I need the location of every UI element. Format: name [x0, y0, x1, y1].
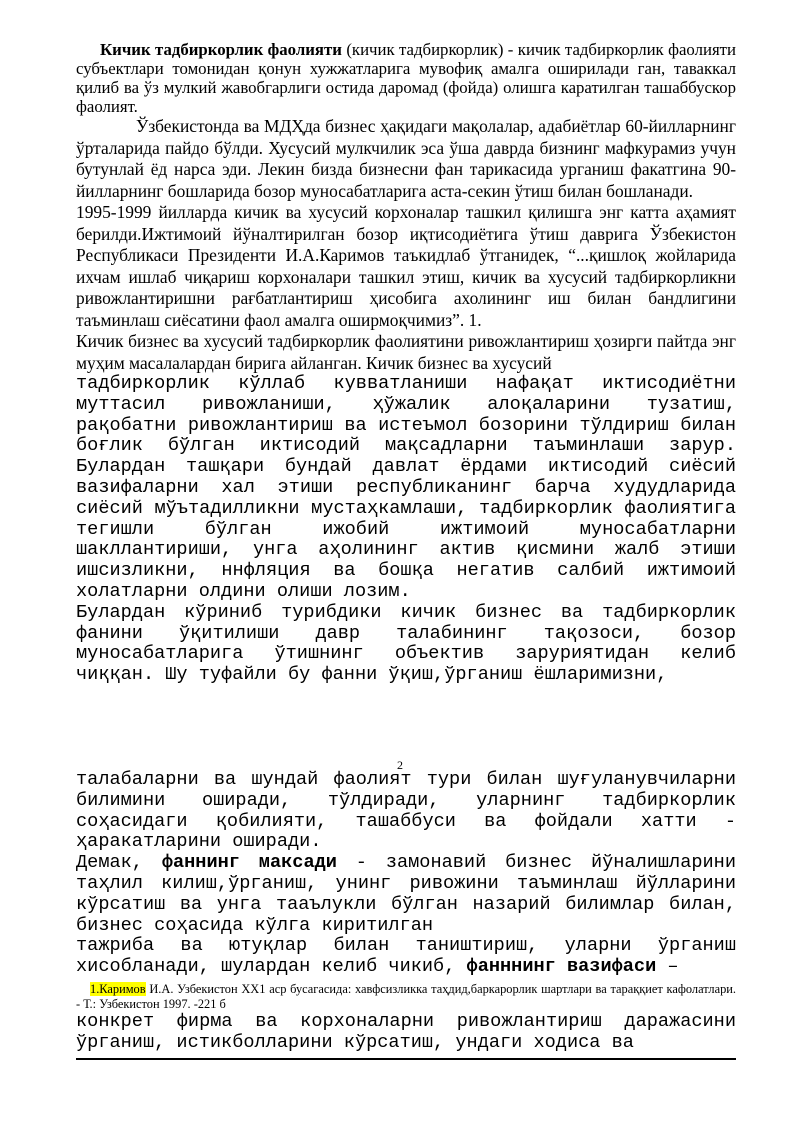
document-page: [76, 40, 736, 686]
goal-paragraph: [76, 853, 736, 936]
definition-text: (кичик тадбиркорлик) - кичик тадбиркорлик фаолияти субъектлари томонидан қонун хужжатларига мувофиқ амалга оширилади ган, таваккал қилиб ва ўз мулкий жавобгарлиги остида даромад (фойда) олишга каратилган ташаббускор фаолият.: [76, 40, 736, 116]
definition-paragraph: [76, 40, 736, 116]
goal-term: фаннинг максади: [161, 852, 337, 874]
definition-term: Кичик тадбиркорлик фаолияти: [100, 40, 342, 59]
task-text: тажриба ва ютуқлар билан таништириш, уларни ўрганиш хисобланади, шулардан келиб чикиб,: [76, 935, 736, 978]
footnote-author-highlight: 1.Каримов: [90, 981, 146, 996]
page-number: 2: [397, 758, 403, 772]
mono-section-3: [76, 1012, 736, 1054]
task-dash: –: [656, 956, 679, 978]
mono-section-2: [76, 770, 736, 978]
document-page-2: [76, 770, 736, 1060]
task-term: фанннинг вазифаси: [466, 956, 657, 978]
period-paragraph: 1995-1999 йилларда кичик ва хусусий корхоналар ташкил қилишга энг катта аҳамият берилди.Ижтимоий йўналтирилган бозор иқтисодиётига ўтиш даврига Ўзбекистон Республикаси Президенти И.А.Каримов таъкидлаб ўтганидек, “...қишлоқ жойларида ихчам ишлаб чиқариш корхоналари ташкил этиш, кичик ва хусусий тадбиркорликни ривожлантиришни рағбатлантириш ҳисобига ахолининг иш билан бандлигини таъминлаш сиёсатини фаол амалга оширмоқчимиз”. 1.: [76, 202, 736, 330]
conclusion-paragraph: Булардан кўриниб турибдики кичик бизнес ва тадбиркорлик фанини ўқитилиши давр талабининг тақозоси, бозор муносабатларига ўтишнинг объектив заруриятидан келиб чиққан. Шу туфайли бу фанни ўқиш,ўрганиш ёшларимизни,: [76, 601, 736, 686]
bottom-rule: [76, 1058, 736, 1060]
footnote-text: И.А. Узбекистон ХХ1 аср бусагасида: хавфсизликка таҳдид,баркарорлик шартлари ва тараққиет кафолатлари. - Т.: Узбекистон 1997. -221 б: [76, 981, 736, 1011]
goal-lead: Демак,: [76, 852, 162, 874]
importance-paragraph: Кичик бизнес ва хусусий тадбиркорлик фаолиятини ривожлантириш ҳозирги пайтда энг муҳим масалалардан бирига айланган. Кичик бизнес ва хусусий: [76, 331, 736, 373]
final-paragraph: конкрет фирма ва корхоналарни ривожлантириш даражасини ўрганиш, истикболларини кўрсатиш, ундаги ходиса ва: [76, 1010, 736, 1053]
footnote: [76, 982, 736, 1012]
students-paragraph: талабаларни ва шундай фаолият тури билан шуғуланувчиларни билимини оширади, тўлдиради, уларнинг тадбиркорлик соҳасидаги қобилияти, ташаббуси ва фойдали хатти - ҳаракатларини оширади.: [76, 769, 736, 853]
importance-paragraph-cont: тадбиркорлик кўллаб кувватланиши нафақат иктисодиётни муттасил ривожланиши, ҳўжалик алоқаларини тузатиш, рақобатни ривожлантириш ва истеъмол бозорини тўлдириш билан боғлик бўлган иктисодий мақсадларни таъминлаши зарур. Булардан ташқари бундай давлат ёрдами иктисодий сиёсий вазифаларни хал этиши республиканинг барча худудларида сиёсий мўътадилликни мустаҳкамлаши, тадбиркорлик фаолиятига тегишли бўлган ижобий ижтимоий муносабатларни шакллантириши, унга аҳолининг актив қисмини жалб этиши ишсизликни, ннфляция ва бошқа негатив салбий ижтимоий холатларни олдини олиши лозим.: [76, 373, 736, 602]
history-paragraph: Ўзбекистонда ва МДҲда бизнес ҳақидаги мақолалар, адабиётлар 60-йилларнинг ўрталарида пайдо бўлди. Хусусий мулкчилик эса ўша даврда бизнинг мафкурамиз учун бутунлай ёд нарса эди. Лекин бизда бизнесни фан тарикасида урганиш факатгина 90-йилларнинг бошларида бозор муносабатларига аста-секин ўтиш билан бошланади.: [76, 116, 736, 201]
goal-text: - замонавий бизнес йўналишларини таҳлил килиш,ўрганиш, унинг ривожини таъминлаш йўлларини кўрсатиш ва унга тааълукли бўлган назарий билимлар билан, бизнес соҳасида кўлга киритилган: [76, 852, 737, 936]
task-paragraph: [76, 936, 736, 978]
mono-section: [76, 374, 736, 686]
serif-section: [76, 40, 736, 374]
